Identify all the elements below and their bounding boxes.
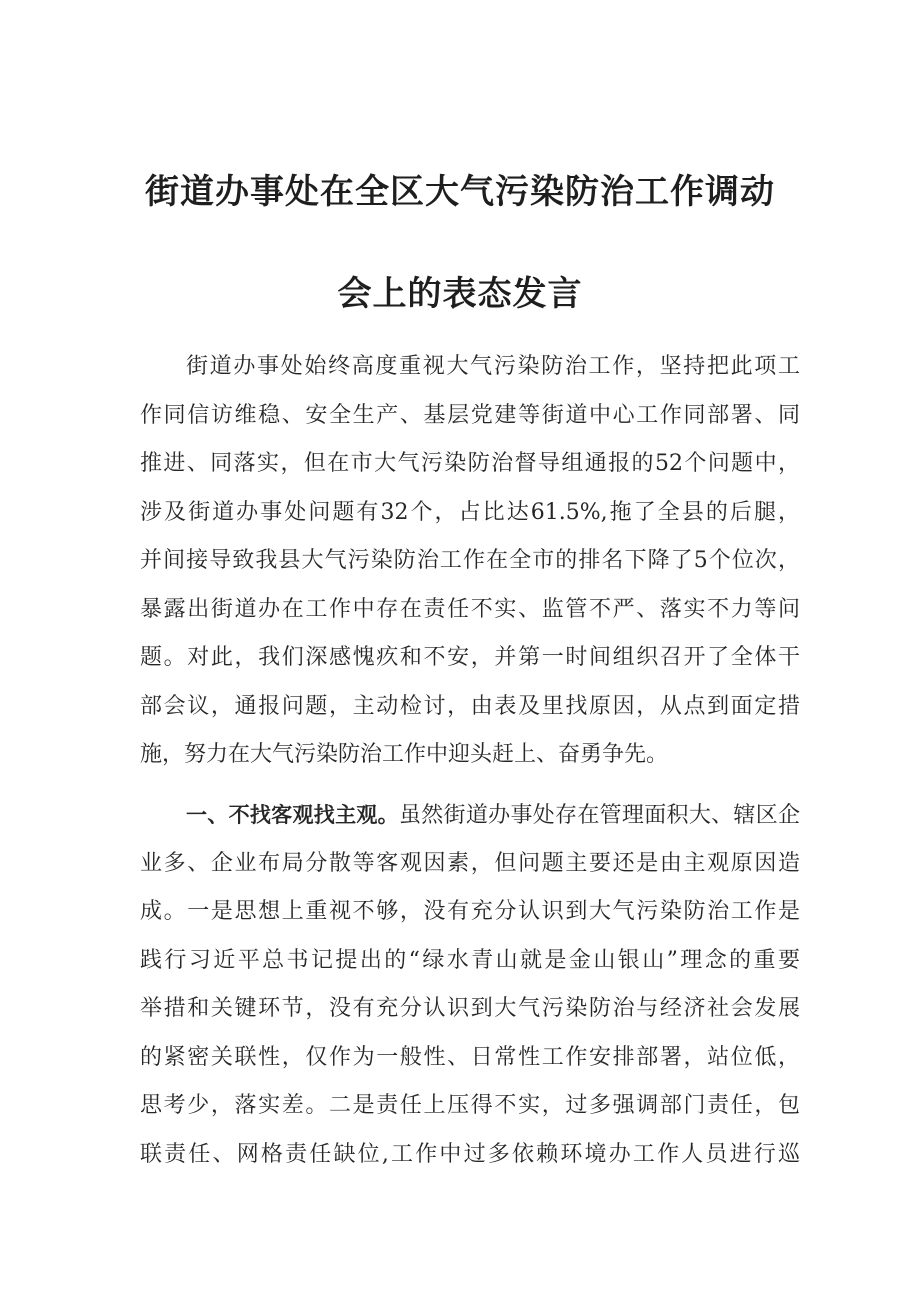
paragraph-line: 涉及街道办事处问题有32个，占比达61.5%,拖了全县的后腿， [140, 499, 800, 525]
paragraph-line: 推进、同落实，但在市大气污染防治督导组通报的52个问题中， [140, 451, 800, 476]
paragraph-line: 思考少，落实差。二是责任上压得不实，过多强调部门责任，包 [140, 1093, 800, 1118]
paragraph-line: 部会议，通报问题，主动检讨，由表及里找原因，从点到面定措 [140, 693, 800, 719]
paragraph-line: 并间接导致我县大气污染防治工作在全市的排名下降了5个位次， [140, 548, 800, 573]
paragraph-line: 成。一是思想上重视不够，没有充分认识到大气污染防治工作是 [140, 899, 800, 924]
paragraph-line: 作同信访维稳、安全生产、基层党建等街道中心工作同部署、同 [140, 402, 800, 428]
paragraph-line-rest: 虽然街道办事处存在管理面积大、辖区企 [398, 803, 800, 828]
paragraph-line: 施，努力在大气污染防治工作中迎头赶上、奋勇争先。 [140, 742, 669, 767]
paragraph-line: 的紧密关联性，仅作为一般性、日常性工作安排部署，站位低， [140, 1044, 800, 1070]
paragraph-2 [140, 791, 800, 1179]
section-heading: 一、不找客观找主观。 [186, 803, 399, 827]
paragraph-first-line [140, 791, 800, 840]
paragraph-line: 街道办事处始终高度重视大气污染防治工作，坚持把此项工 [186, 354, 800, 379]
paragraph-line: 联责任、网格责任缺位,工作中过多依赖环境办工作人员进行巡 [140, 1141, 800, 1167]
paragraph-line: 业多、企业布局分散等客观因素，但问题主要还是由主观原因造 [140, 850, 800, 876]
paragraph-line: 举措和关键环节，没有充分认识到大气污染防治与经济社会发展 [140, 996, 800, 1021]
document-title-line-1: 街道办事处在全区大气污染防治工作调动 [145, 172, 775, 212]
paragraph-line: 暴露出街道办在工作中存在责任不实、监管不严、落实不力等问 [140, 596, 800, 622]
paragraph-1 [140, 343, 800, 780]
paragraph-line: 题。对此，我们深感愧疚和不安，并第一时间组织召开了全体干 [140, 645, 800, 670]
paragraph-line: 践行习近平总书记提出的“绿水青山就是金山银山”理念的重要 [140, 947, 800, 973]
document-title-line-2: 会上的表态发言 [337, 274, 583, 314]
